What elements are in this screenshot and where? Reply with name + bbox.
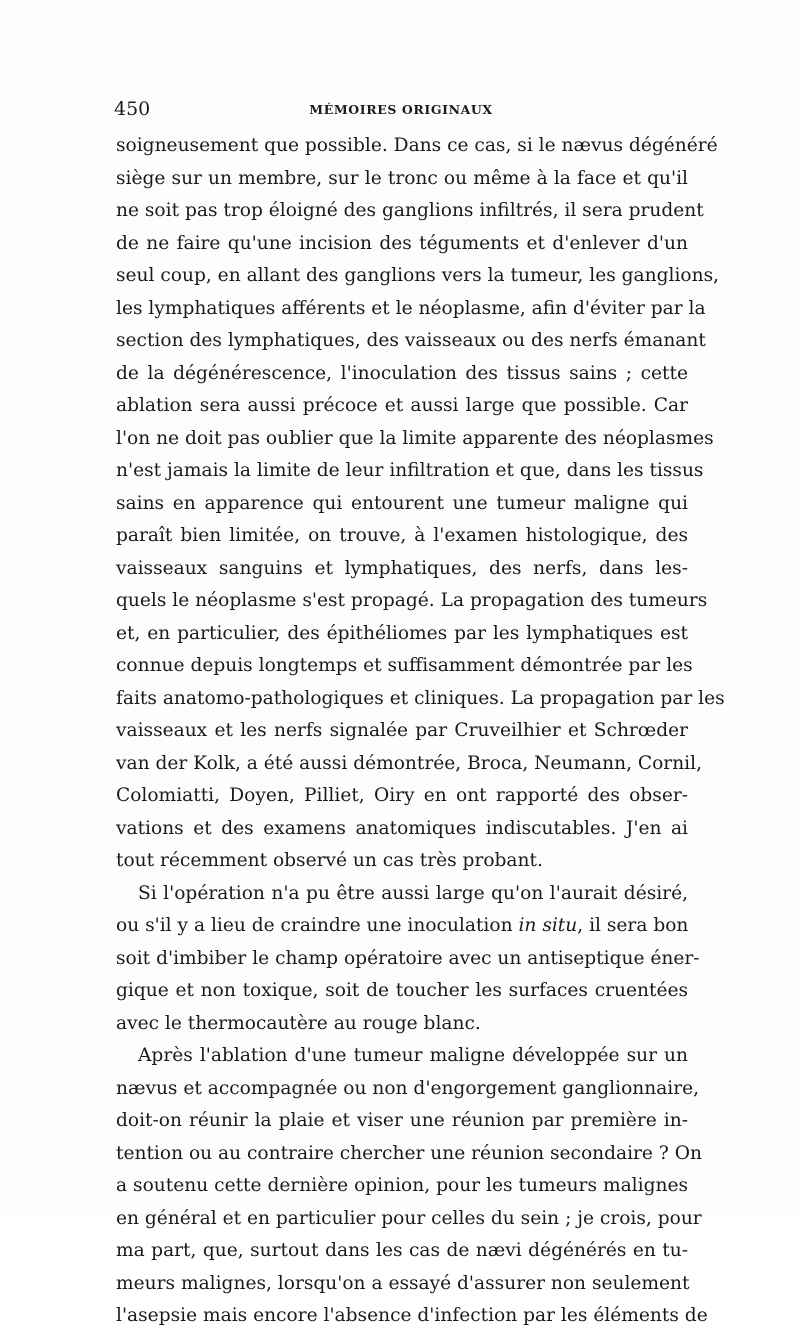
text-line: n'est jamais la limite de leur infiltration et que, dans les tissus (116, 460, 704, 481)
italic-phrase: in situ (518, 915, 578, 936)
text-line: doit-on réunir la plaie et viser une réunion par première in- (116, 1110, 688, 1131)
text-line: siège sur un membre, sur le tronc ou même à la face et qu'il (116, 167, 688, 189)
text-line: van der Kolk, a été aussi démontrée, Broca, Neumann, Cornil, (116, 752, 702, 774)
running-title: MÉMOIRES ORIGINAUX (309, 102, 493, 117)
text-line: ma part, que, surtout dans les cas de nævi dégénérés en tu- (116, 1240, 688, 1261)
text-line: seul coup, en allant des ganglions vers la tumeur, les ganglions, (116, 265, 720, 286)
text-line: avec le thermocautère au rouge blanc. (116, 1012, 481, 1034)
text-line: nævus et accompagnée ou non d'engorgement ganglionnaire, (116, 1077, 700, 1099)
text-line: vaisseaux et les nerfs signalée par Cruveilhier et Schrœder (116, 720, 688, 741)
text-line: meurs malignes, lorsqu'on a essayé d'assurer non seulement (116, 1272, 690, 1294)
page-number: 450 (114, 98, 151, 120)
text-line: Si l'opération n'a pu être aussi large qu'on l'aurait désiré, (138, 882, 688, 904)
text-line: section des lymphatiques, des vaisseaux ou des nerfs émanant (116, 330, 706, 351)
text-line: vations et des examens anatomiques indiscutables. J'en ai (116, 817, 688, 839)
text-segment: , il sera bon (577, 915, 689, 936)
text-line: Après l'ablation d'une tumeur maligne développée sur un (138, 1045, 688, 1066)
text-line: l'on ne doit pas oublier que la limite apparente des néoplasmes (116, 427, 714, 449)
text-line: l'asepsie mais encore l'absence d'infection par les éléments de (116, 1305, 708, 1326)
text-line: quels le néoplasme s'est propagé. La propagation des tumeurs (116, 590, 708, 611)
text-line: et, en particulier, des épithéliomes par les lymphatiques est (116, 622, 688, 644)
text-line: Colomiatti, Doyen, Pilliet, Oiry en ont rapporté des obser- (116, 785, 688, 806)
text-line: faits anatomo-pathologiques et cliniques. La propagation par les (116, 687, 725, 709)
text-line: connue depuis longtemps et suffisamment démontrée par les (116, 655, 693, 676)
text-line: ablation sera aussi précoce et aussi large que possible. Car (116, 395, 688, 416)
text-line: a soutenu cette dernière opinion, pour les tumeurs malignes (116, 1175, 688, 1196)
text-line: vaisseaux sanguins et lymphatiques, des nerfs, dans les- (116, 557, 688, 579)
body-text (116, 130, 725, 1333)
text-line: de ne faire qu'une incision des téguments et d'enlever d'un (116, 232, 688, 254)
running-head (114, 98, 688, 124)
text-line: de la dégénérescence, l'inoculation des tissus sains ; cette (116, 362, 688, 384)
text-line: tention ou au contraire chercher une réunion secondaire ? On (116, 1142, 702, 1164)
text-segment: ou s'il y a lieu de craindre une inoculation (116, 915, 513, 936)
text-line-with-italic (116, 910, 688, 943)
text-line: les lymphatiques afférents et le néoplasme, afin d'éviter par la (116, 297, 706, 319)
text-line: sains en apparence qui entourent une tumeur maligne qui (116, 492, 688, 514)
text-line: soit d'imbiber le champ opératoire avec un antiseptique éner- (116, 947, 700, 969)
text-line: ne soit pas trop éloigné des ganglions infiltrés, il sera prudent (116, 200, 704, 221)
text-line: soigneusement que possible. Dans ce cas, si le nævus dégénéré (116, 135, 718, 156)
text-line: tout récemment observé un cas très probant. (116, 850, 543, 871)
text-line: gique et non toxique, soit de toucher les surfaces cruentées (116, 980, 688, 1001)
text-line: en général et en particulier pour celles du sein ; je crois, pour (116, 1207, 702, 1229)
text-line: paraît bien limitée, on trouve, à l'examen histologique, des (116, 525, 688, 546)
